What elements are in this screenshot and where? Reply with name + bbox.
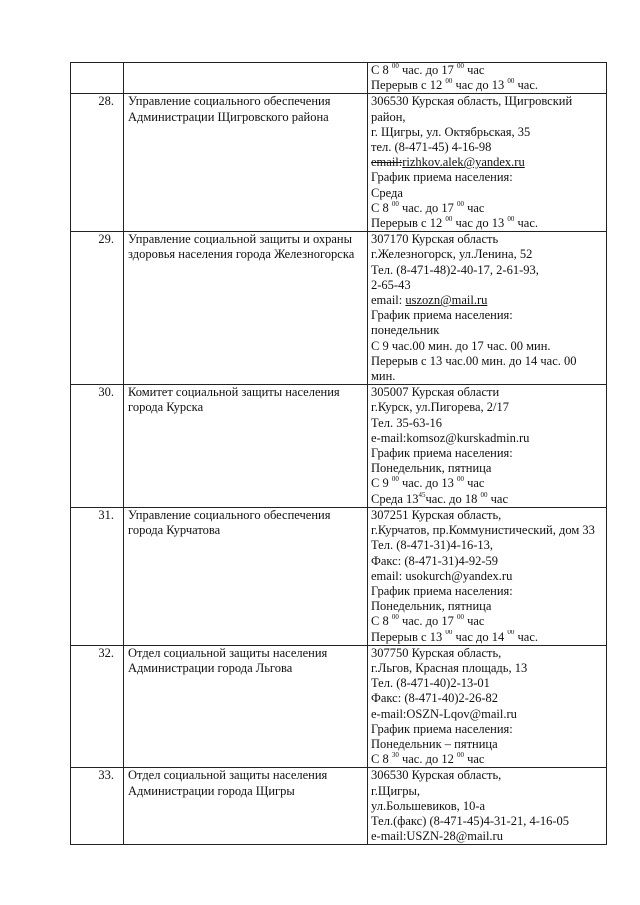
line-text: e-mail:komsoz@kurskadmin.ru [371, 430, 530, 445]
line-text: С 8 [371, 200, 392, 215]
line-text: С 9 час.00 мин. до 17 час. 00 мин. [371, 338, 551, 353]
line-text: График приема населения: [371, 446, 513, 461]
contact-details [368, 63, 607, 94]
line-text: г.Льгов, Красная площадь, 13 [371, 660, 528, 675]
line-text: час. [514, 629, 538, 644]
line-text: час до 13 [452, 78, 508, 93]
contact-line [371, 814, 604, 829]
line-text: Перерыв с 13 [371, 629, 446, 644]
row-number: 32. [71, 645, 124, 768]
table-row [71, 385, 607, 508]
row-number: 30. [71, 385, 124, 508]
time-superscript: 00 [507, 78, 515, 86]
contact-line [371, 216, 604, 231]
line-text: час [463, 614, 485, 629]
time-superscript: 00 [445, 216, 453, 223]
line-text: e-mail:USZN-28@mail.ru [371, 829, 503, 844]
table-row [71, 63, 607, 94]
row-number: 29. [71, 232, 124, 385]
time-superscript: 00 [456, 200, 464, 208]
contact-line [371, 94, 604, 124]
contact-line [371, 140, 604, 155]
line-text: тел. (8-471-45) 4-16-98 [371, 140, 492, 155]
contact-line [371, 247, 604, 262]
contact-line [371, 416, 604, 431]
contact-line [371, 461, 604, 476]
contact-details [368, 385, 607, 508]
line-text: Тел.(факс) (8-471-45)4-31-21, 4-16-05 [371, 813, 570, 828]
organization-name [124, 63, 368, 94]
contact-line [371, 155, 604, 170]
contact-details [368, 645, 607, 768]
email-link[interactable]: rizhkov.alek@yandex.ru [402, 155, 525, 170]
time-superscript: 30 [391, 752, 399, 759]
contact-line [371, 784, 604, 799]
contact-line [371, 691, 604, 706]
line-text: Тел. (8-471-31)4-16-13, [371, 538, 494, 553]
line-text: Среда 13 [371, 491, 419, 506]
row-number: 33. [71, 768, 124, 845]
line-text: час. [514, 78, 538, 93]
line-text: час. до 13 [398, 476, 457, 491]
organization-name: Отдел социальной защиты населения Администрации города Щигры [124, 768, 368, 845]
line-text: С 8 [371, 752, 392, 767]
time-superscript: 00 [480, 491, 488, 499]
line-text: час [463, 752, 485, 767]
line-text: 305007 Курская области [371, 385, 500, 400]
contact-line [371, 599, 604, 614]
line-text: час. [514, 216, 538, 231]
contact-line [371, 630, 604, 645]
time-superscript: 00 [391, 476, 399, 484]
row-number: 31. [71, 507, 124, 645]
time-superscript: 00 [391, 63, 399, 70]
contact-line [371, 614, 604, 629]
time-superscript: 00 [507, 216, 515, 223]
line-text: час. до 17 [398, 63, 457, 77]
line-text: час [463, 63, 485, 77]
contact-line [371, 508, 604, 523]
organization-name: Отдел социальной защиты населения Администрации города Льгова [124, 645, 368, 768]
contact-line [371, 63, 604, 78]
time-superscript: 00 [456, 614, 464, 622]
contact-line [371, 431, 604, 446]
contact-line [371, 476, 604, 491]
line-text: График приема населения: [371, 721, 513, 736]
contact-line [371, 170, 604, 185]
contact-details [368, 94, 607, 232]
line-text: Понедельник, пятница [371, 599, 492, 614]
table-row [71, 232, 607, 385]
email-link[interactable]: uszozn@mail.ru [405, 293, 488, 308]
line-text: 306530 Курская область, [371, 768, 502, 783]
line-text: ул.Большевиков, 10-а [371, 798, 486, 813]
contact-line [371, 293, 604, 308]
line-text: С 8 [371, 614, 392, 629]
contact-line [371, 538, 604, 553]
contact-line [371, 722, 604, 737]
line-text: час [463, 476, 485, 491]
line-text: час [463, 200, 485, 215]
contacts-table [70, 62, 607, 845]
line-text: час. до 12 [398, 752, 457, 767]
time-superscript: 00 [456, 63, 464, 70]
time-superscript: 00 [507, 629, 515, 637]
contact-line [371, 400, 604, 415]
table-row [71, 768, 607, 845]
line-text: 307170 Курская область [371, 232, 499, 247]
organization-name: Управление социального обеспечения города Курчатова [124, 507, 368, 645]
contact-line [371, 707, 604, 722]
contact-line [371, 737, 604, 752]
line-text: г. Щигры, ул. Октябрьская, 35 [371, 124, 531, 139]
line-text: час до 13 [452, 216, 508, 231]
contact-line [371, 308, 604, 323]
contact-details [368, 232, 607, 385]
line-text: г.Курск, ул.Пигорева, 2/17 [371, 400, 510, 415]
line-text: Тел. (8-471-40)2-13-01 [371, 676, 490, 691]
line-text: понедельник [371, 323, 440, 338]
contact-line [371, 676, 604, 691]
line-text: час [487, 491, 509, 506]
time-superscript: 00 [445, 629, 453, 637]
contact-line [371, 752, 604, 767]
organization-name: Управление социального обеспечения Администрации Щигровского района [124, 94, 368, 232]
time-superscript: 00 [391, 614, 399, 622]
line-text: email: [371, 293, 406, 308]
contact-line [371, 569, 604, 584]
contact-line [371, 554, 604, 569]
line-text: час. до 17 [398, 614, 457, 629]
contact-line [371, 829, 604, 844]
contact-line [371, 446, 604, 461]
contact-line [371, 799, 604, 814]
time-superscript: 00 [391, 200, 399, 208]
line-text: Тел. 35-63-16 [371, 415, 443, 430]
line-text: email: [371, 155, 403, 170]
table-row [71, 645, 607, 768]
line-text: г.Курчатов, пр.Коммунистический, дом 33 [371, 523, 595, 538]
line-text: Понедельник – пятница [371, 736, 498, 751]
line-text: Перерыв с 12 [371, 78, 446, 93]
line-text: Понедельник, пятница [371, 461, 492, 476]
line-text: час до 14 [452, 629, 508, 644]
line-text: С 8 [371, 63, 392, 77]
contact-line [371, 323, 604, 338]
line-text: С 9 [371, 476, 392, 491]
line-text: e-mail:OSZN-Lqov@mail.ru [371, 706, 517, 721]
contact-line [371, 125, 604, 140]
line-text: Факс: (8-471-31)4-92-59 [371, 553, 499, 568]
line-text: График приема населения: [371, 583, 513, 598]
row-number: 28. [71, 94, 124, 232]
line-text: 2-65-43 [371, 277, 411, 292]
contact-line [371, 584, 604, 599]
contact-line [371, 78, 604, 93]
line-text: График приема населения: [371, 308, 513, 323]
row-number [71, 63, 124, 94]
line-text: г.Щигры, [371, 783, 421, 798]
organization-name: Управление социальной защиты и охраны здоровья населения города Железногорска [124, 232, 368, 385]
line-text: Факс: (8-471-40)2-26-82 [371, 691, 499, 706]
contact-line [371, 354, 604, 384]
table-row [71, 507, 607, 645]
contact-line [371, 201, 604, 216]
line-text: час. до 17 [398, 200, 457, 215]
contact-line [371, 186, 604, 201]
line-text: час. до 18 [425, 491, 481, 506]
line-text: Тел. (8-471-48)2-40-17, 2-61-93, [371, 262, 539, 277]
contact-line [371, 523, 604, 538]
time-superscript: 00 [456, 752, 464, 759]
line-text: График приема населения: [371, 170, 513, 185]
line-text: 306530 Курская область, Щигровский район, [371, 94, 573, 124]
organization-name: Комитет социальной защиты населения города Курска [124, 385, 368, 508]
contact-line [371, 492, 604, 507]
contact-line [371, 768, 604, 783]
contact-line [371, 661, 604, 676]
contact-details [368, 507, 607, 645]
time-superscript: 00 [456, 476, 464, 484]
contact-line [371, 646, 604, 661]
time-superscript: 00 [445, 78, 453, 86]
line-text: 307251 Курская область, [371, 507, 502, 522]
line-text: Перерыв с 12 [371, 216, 446, 231]
table-row [71, 94, 607, 232]
line-text: 307750 Курская область, [371, 645, 502, 660]
line-text: г.Железногорск, ул.Ленина, 52 [371, 247, 533, 262]
line-text: Перерыв с 13 час.00 мин. до 14 час. 00 мин. [371, 353, 577, 384]
contact-line [371, 278, 604, 293]
contact-line [371, 385, 604, 400]
contact-line [371, 232, 604, 247]
contact-line [371, 339, 604, 354]
time-superscript: 45 [418, 491, 426, 499]
contact-details [368, 768, 607, 845]
line-text: Среда [371, 185, 403, 200]
contact-line [371, 263, 604, 278]
line-text: email: usokurch@yandex.ru [371, 568, 513, 583]
